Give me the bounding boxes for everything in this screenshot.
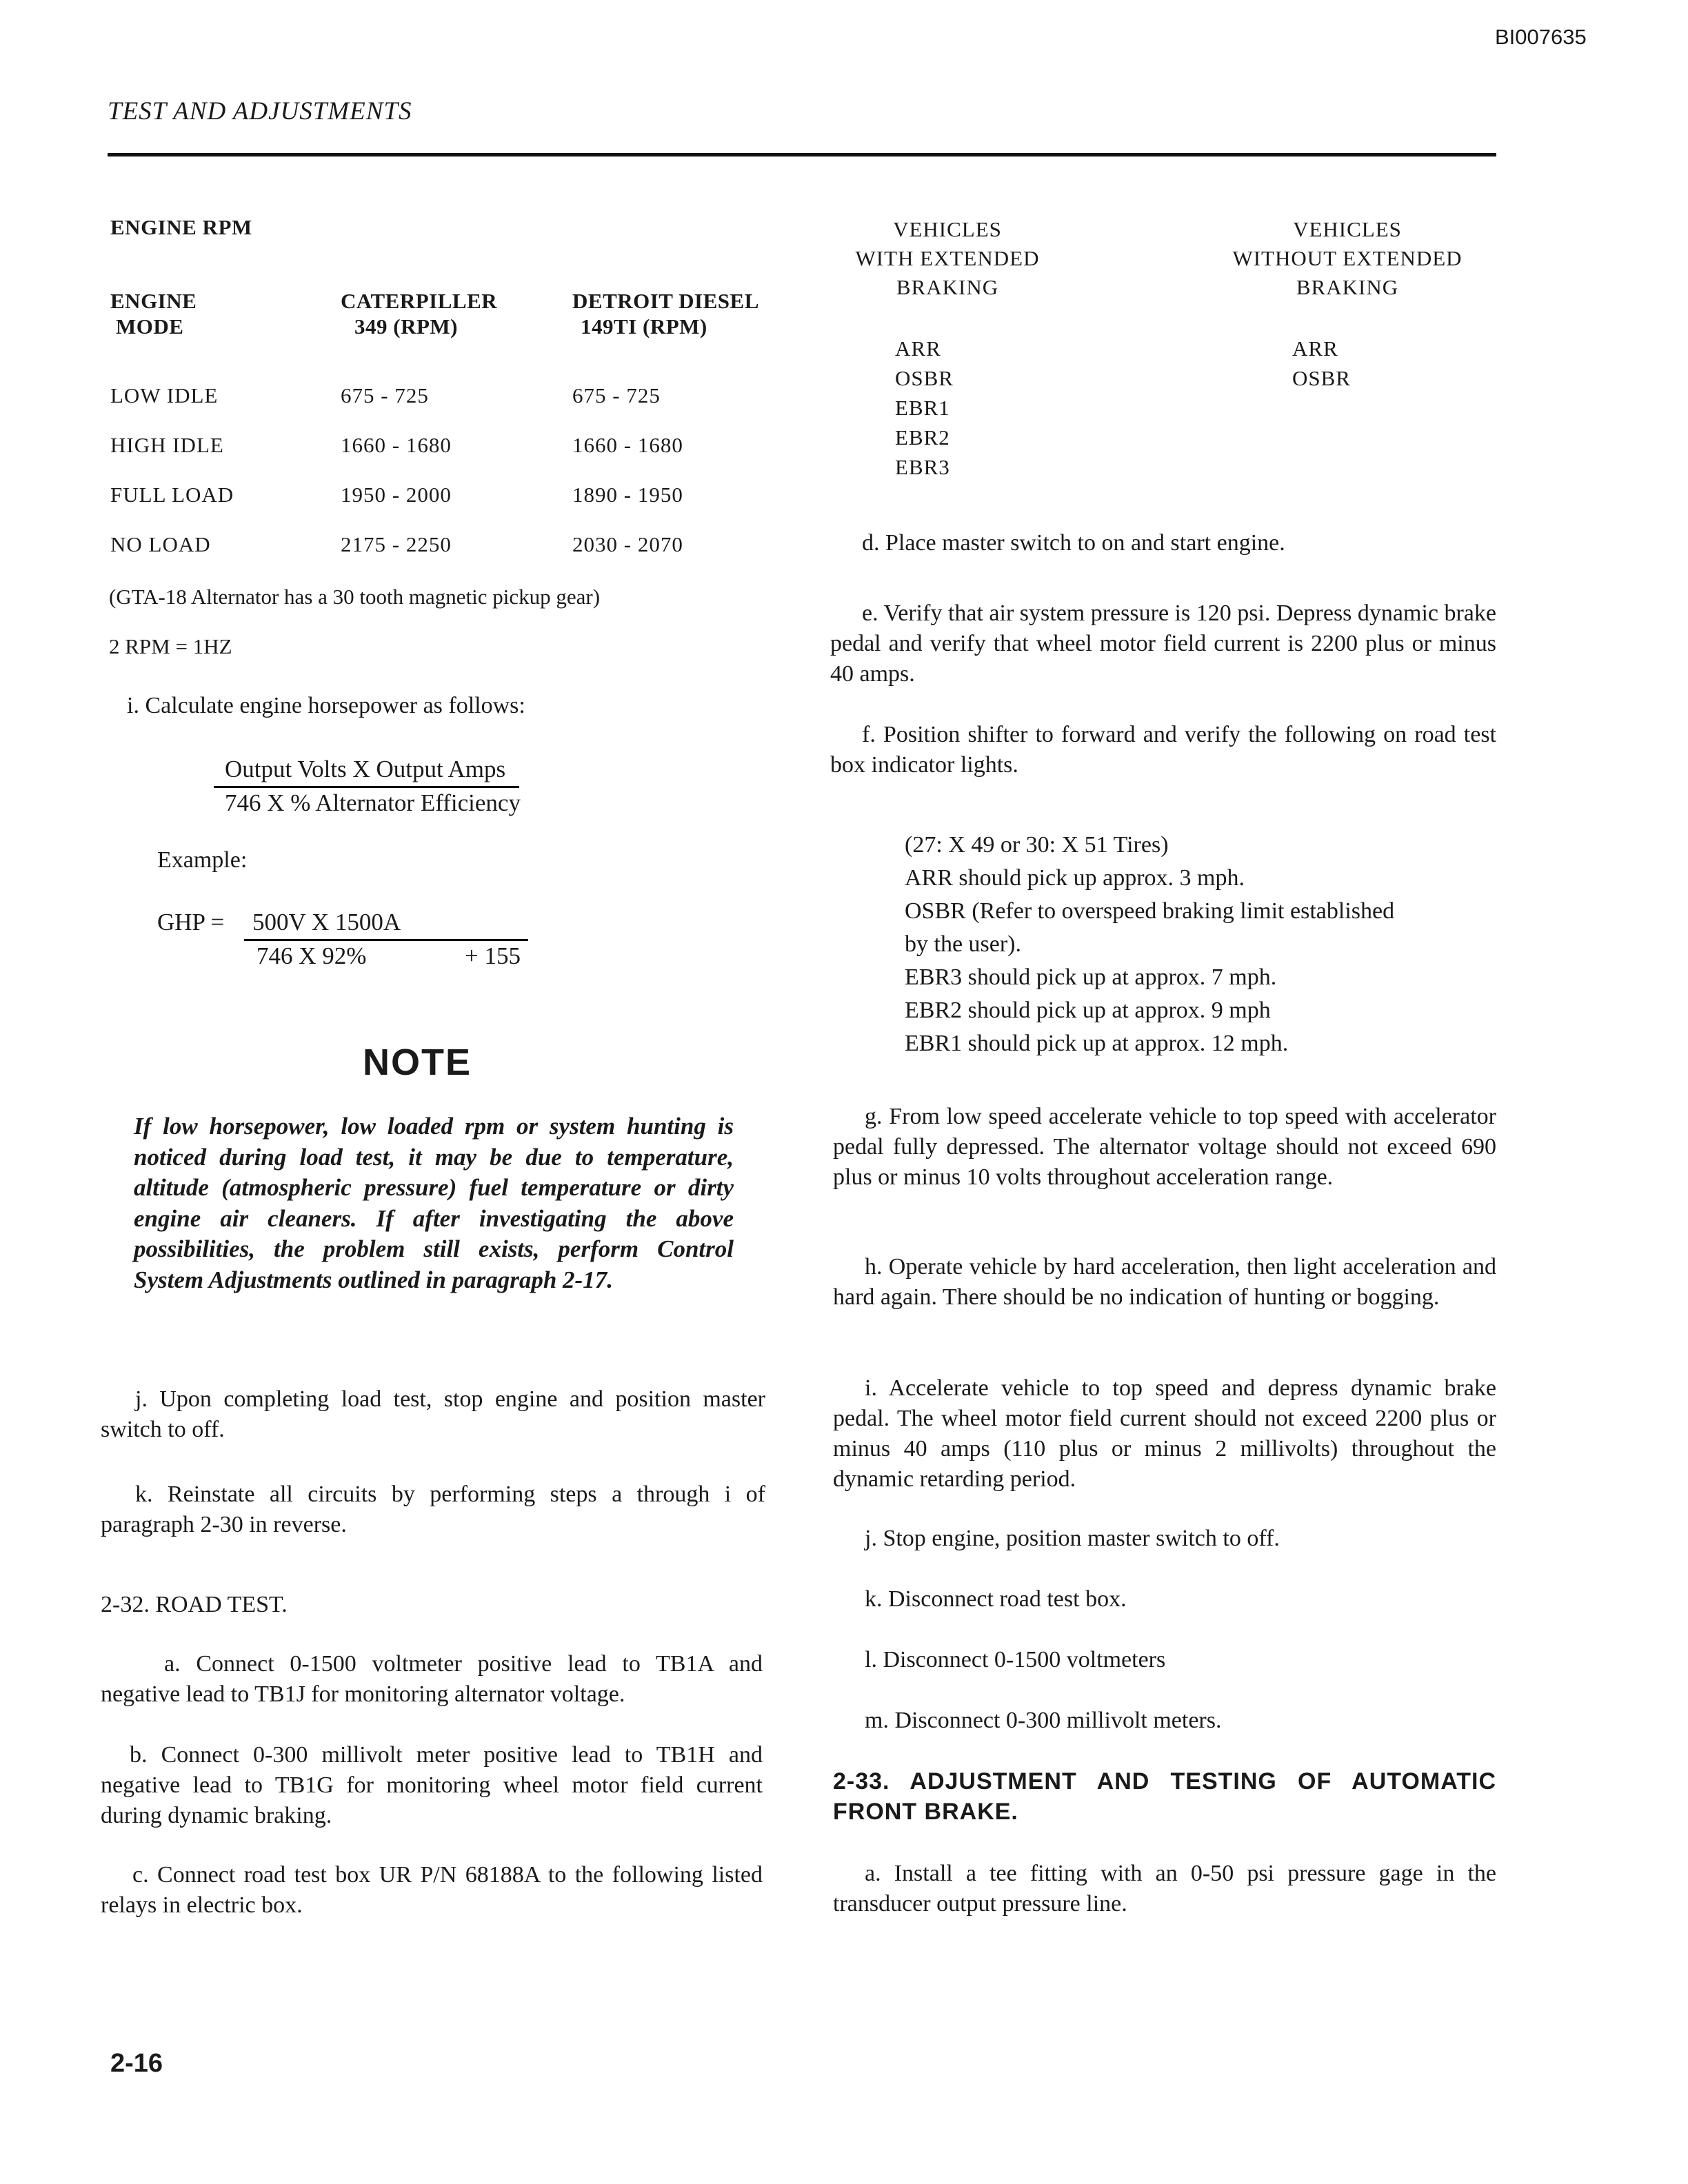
hp-formula-denominator: 746 X % Alternator Efficiency [225,789,521,816]
example-numerator: 500V X 1500A [244,907,528,941]
rpm-row-mode: LOW IDLE [110,383,219,407]
step-j-left: j. Upon completing load test, stop engine and position master switch to off. [101,1386,765,1442]
rpm-row-cat: 2175 - 2250 [341,532,452,556]
list-item: EBR2 [895,425,950,449]
list-item: EBR1 should pick up at approx. 12 mph. [905,1031,1289,1056]
step-d: d. Place master switch to on and start engine. [862,530,1285,556]
list-item: EBR2 should pick up at approx. 9 mph [905,998,1271,1023]
step-k-right: k. Disconnect road test box. [865,1586,1127,1612]
rpm-table-title: ENGINE RPM [110,215,252,239]
note-title: NOTE [363,1042,472,1083]
rpm-row-mode: HIGH IDLE [110,433,224,457]
list-item: EBR1 [895,396,950,420]
road-test-step-b: b. Connect 0-300 millivolt meter positive lead to TB1H and negative lead to TB1G for monitoring wheel motor field current during dynamic braking. [101,1742,763,1828]
rpm-header-caterpiller: CATERPILLER 349 (RPM) [341,289,498,338]
rpm-row-cat: 1660 - 1680 [341,433,452,457]
step-l: l. Disconnect 0-1500 voltmeters [865,1647,1166,1672]
section-header-title: TEST AND ADJUSTMENTS [108,97,412,125]
rpm-header-detroit-diesel: DETROIT DIESEL 149TI (RPM) [572,289,759,338]
step-k-left: k. Reinstate all circuits by performing steps a through i of paragraph 2-30 in reverse. [101,1482,765,1537]
rpm-row-dd: 675 - 725 [572,383,661,407]
road-test-step-a: a. Connect 0-1500 voltmeter positive lead to TB1A and negative lead to TB1J for monitoring alternator voltage. [101,1651,763,1707]
list-item: ARR [895,336,941,361]
vehicles-with-extended-list [895,334,954,482]
step-j-right: j. Stop engine, position master switch to off. [865,1526,1280,1551]
vehicles-without-extended-list [1292,334,1351,393]
example-lhs: GHP = [157,909,225,936]
indicator-light-list [905,829,1394,1060]
rpm-row-mode: FULL LOAD [110,483,234,507]
example-label: Example: [157,847,248,873]
step-g: g. From low speed accelerate vehicle to top speed with accelerator pedal fully depressed. The alternator voltage should not exceed 690 plus or minus 10 volts throughout acceleration range. [833,1104,1496,1190]
list-item: OSBR (Refer to overspeed braking limit established [905,898,1395,924]
rpm-row-mode: NO LOAD [110,532,211,556]
hp-calc-intro: i. Calculate engine horsepower as follows: [127,693,525,718]
vehicles-without-extended-header: VEHICLES WITHOUT EXTENDED BRAKING [1232,217,1463,299]
rpm-conversion: 2 RPM = 1HZ [109,634,232,658]
rpm-header-mode: ENGINE MODE [110,289,197,338]
rpm-row-dd: 1660 - 1680 [572,433,683,457]
example-denominator: 746 X 92% + 155 [244,941,532,971]
step-i: i. Accelerate vehicle to top speed and depress dynamic brake pedal. The wheel motor field current should not exceed 2200 plus or minus 40 amps (110 plus or minus 2 millivolts) throughout the dynamic retarding period. [833,1375,1496,1492]
list-item: EBR3 should pick up at approx. 7 mph. [905,964,1277,990]
road-test-step-c: c. Connect road test box UR P/N 68188A to the following listed relays in electric box. [101,1862,763,1918]
document-id: BI007635 [1495,25,1587,49]
list-item: OSBR [895,366,954,390]
page-number: 2-16 [110,2049,163,2078]
step-f: f. Position shifter to forward and verify the following on road test box indicator lights. [830,722,1496,778]
front-brake-step-a: a. Install a tee fitting with an 0-50 psi pressure gage in the transducer output pressure line. [833,1861,1496,1917]
hp-formula-numerator: Output Volts X Output Amps [214,754,519,788]
rpm-row-cat: 1950 - 2000 [341,483,452,507]
list-item: ARR [1292,336,1338,361]
rpm-row-dd: 1890 - 1950 [572,483,683,507]
example-result: + 155 [465,942,521,969]
front-brake-heading: 2-33. ADJUSTMENT AND TESTING OF AUTOMATIC FRONT BRAKE. [833,1768,1496,1825]
rpm-row-cat: 675 - 725 [341,383,429,407]
step-m: m. Disconnect 0-300 millivolt meters. [865,1708,1222,1733]
hp-formula [214,754,521,818]
step-h: h. Operate vehicle by hard acceleration, then light acceleration and hard again. There should be no indication of hunting or bogging. [833,1254,1496,1310]
list-item: (27: X 49 or 30: X 51 Tires) [905,832,1169,858]
rpm-footnote: (GTA-18 Alternator has a 30 tooth magnetic pickup gear) [109,585,601,609]
note-body: If low horsepower, low loaded rpm or system hunting is noticed during load test, it may be due to temperature, altitude (atmospheric pressure) fuel temperature or dirty engine air cleaners. If after investigating the above possibilities, the problem still exists, perform Control System Adjustments outlined in paragraph 2-17. [134,1113,734,1293]
vehicles-with-extended-header: VEHICLES WITH EXTENDED BRAKING [855,217,1040,299]
example-formula [244,907,532,971]
list-item: ARR should pick up approx. 3 mph. [905,865,1245,891]
road-test-heading: 2-32. ROAD TEST. [101,1592,288,1617]
step-e: e. Verify that air system pressure is 120 psi. Depress dynamic brake pedal and verify that wheel motor field current is 2200 plus or minus 40 amps. [830,600,1496,687]
list-item: by the user). [905,931,1022,957]
rpm-row-dd: 2030 - 2070 [572,532,683,556]
list-item: EBR3 [895,455,950,479]
list-item: OSBR [1292,366,1351,390]
header-rule [108,153,1496,156]
